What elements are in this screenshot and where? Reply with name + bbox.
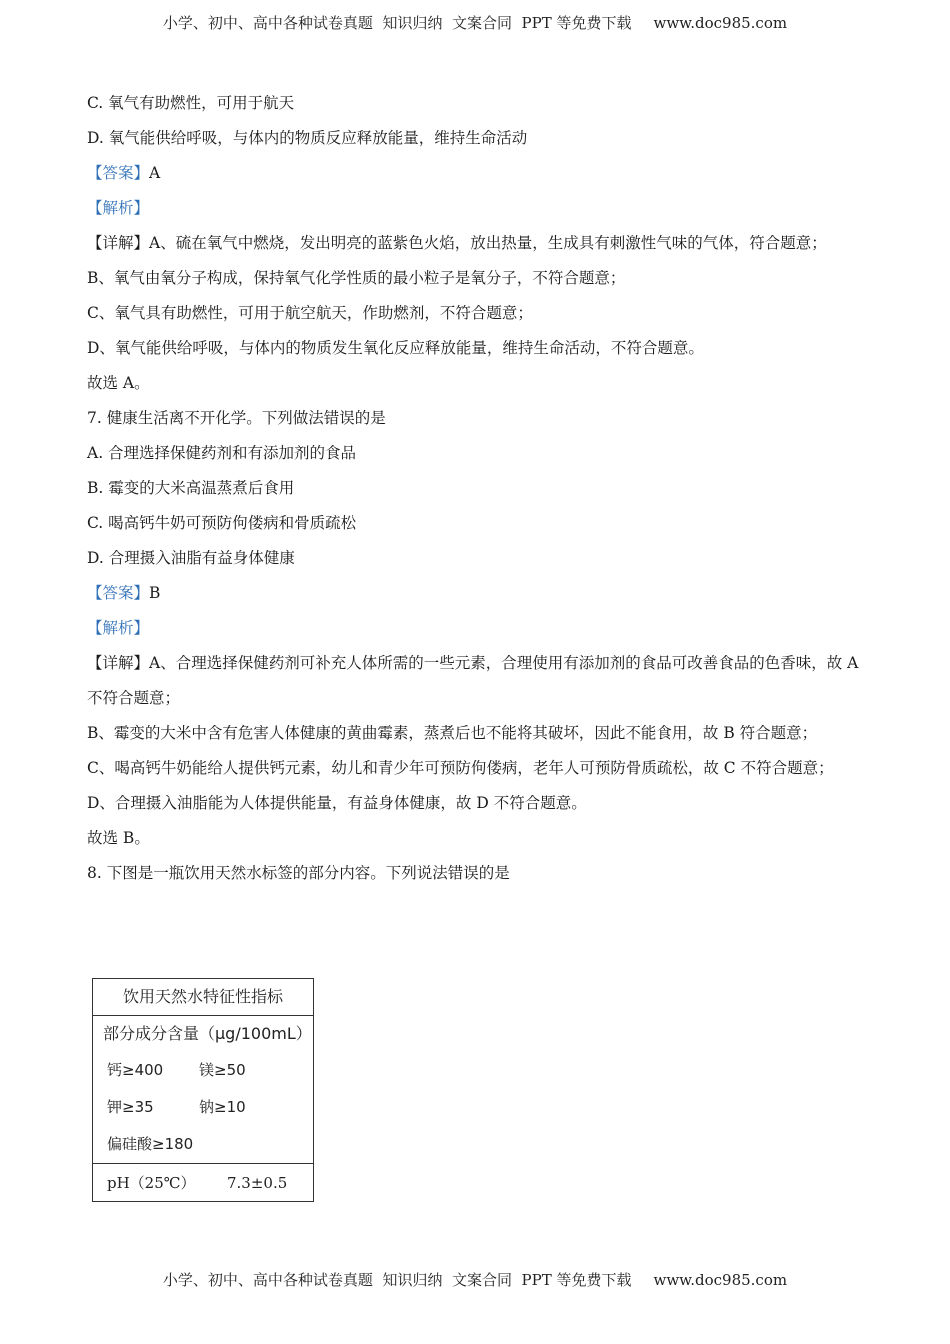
- footer-text: 小学、初中、高中各种试卷真题 知识归纳 文案合同 PPT 等免费下载: [162, 1271, 632, 1289]
- q6-analysis: [87, 191, 867, 226]
- label-ph-row: [93, 1163, 313, 1201]
- detail-tag: 【详解】: [87, 654, 150, 672]
- q7-conclusion: 故选 B。: [87, 829, 150, 847]
- ph-label: pH（25℃）: [107, 1174, 196, 1192]
- q7-detail-a: [87, 646, 867, 716]
- answer-tag: 【答案】: [87, 584, 150, 602]
- page-header: [0, 12, 950, 33]
- q7-analysis: [87, 611, 867, 646]
- magnesium-value: 镁≥50: [199, 1061, 246, 1079]
- q6-detail-c: C、氧气具有助燃性，可用于航空航天，作助燃剂，不符合题意；: [87, 304, 533, 322]
- q7-option-b: B. 霉变的大米高温蒸煮后食用: [87, 479, 295, 497]
- detail-text: A、硫在氧气中燃烧，发出明亮的蓝紫色火焰，放出热量，生成具有刺激性气味的气体，符合题意；: [149, 234, 827, 252]
- analysis-tag: 【解析】: [87, 199, 150, 217]
- calcium-value: 钙≥400: [107, 1061, 164, 1079]
- ph-value: 7.3±0.5: [227, 1174, 288, 1192]
- header-site-link[interactable]: www.doc985.com: [653, 14, 788, 32]
- q7-stem: 7. 健康生活离不开化学。下列做法错误的是: [87, 409, 386, 427]
- label-subtitle: 部分成分含量（μg/100mL）: [103, 1024, 312, 1043]
- sodium-value: 钠≥10: [199, 1098, 246, 1116]
- document-body: [87, 86, 867, 891]
- answer-value: A: [149, 164, 161, 182]
- footer-site-link[interactable]: www.doc985.com: [653, 1271, 788, 1289]
- detail-text: A、合理选择保健药剂可补充人体所需的一些元素，合理使用有添加剂的食品可改善食品的色香味，故 A 不符合题意；: [87, 654, 859, 707]
- header-text: 小学、初中、高中各种试卷真题 知识归纳 文案合同 PPT 等免费下载: [162, 14, 632, 32]
- answer-tag: 【答案】: [87, 164, 150, 182]
- q6-option-d: D. 氧气能供给呼吸，与体内的物质反应释放能量，维持生命活动: [87, 129, 528, 147]
- q7-detail-c: C、喝高钙牛奶能给人提供钙元素，幼儿和青少年可预防佝偻病，老年人可预防骨质疏松，故 C 不符合题意；: [87, 759, 834, 777]
- q6-detail-b: B、氧气由氧分子构成，保持氧气化学性质的最小粒子是氧分子，不符合题意；: [87, 269, 626, 287]
- analysis-tag: 【解析】: [87, 619, 150, 637]
- potassium-value: 钾≥35: [107, 1098, 154, 1116]
- label-row: [93, 1052, 313, 1089]
- label-row: [93, 1126, 313, 1163]
- q7-detail-d: D、合理摄入油脂能为人体提供能量，有益身体健康，故 D 不符合题意。: [87, 794, 587, 812]
- q6-option-c: C. 氧气有助燃性，可用于航天: [87, 94, 295, 112]
- metasilicic-value: 偏硅酸≥180: [107, 1135, 194, 1153]
- label-title: 饮用天然水特征性指标: [93, 979, 313, 1016]
- q6-detail-d: D、氧气能供给呼吸，与体内的物质发生氧化反应释放能量，维持生命活动，不符合题意。: [87, 339, 704, 357]
- q7-option-a: A. 合理选择保健药剂和有添加剂的食品: [87, 444, 357, 462]
- answer-value: B: [149, 584, 161, 602]
- q7-detail-b: B、霉变的大米中含有危害人体健康的黄曲霉素，蒸煮后也不能将其破坏，因此不能食用，故 B 符合题意；: [87, 724, 818, 742]
- q6-conclusion: 故选 A。: [87, 374, 150, 392]
- water-label-figure: [92, 978, 314, 1202]
- q7-option-c: C. 喝高钙牛奶可预防佝偻病和骨质疏松: [87, 514, 357, 532]
- q7-answer: [87, 576, 867, 611]
- q8-stem: 8. 下图是一瓶饮用天然水标签的部分内容。下列说法错误的是: [87, 864, 510, 882]
- page-footer: [0, 1269, 950, 1290]
- q6-detail-a: [87, 226, 867, 261]
- q6-answer: [87, 156, 867, 191]
- q7-option-d: D. 合理摄入油脂有益身体健康: [87, 549, 295, 567]
- label-row: [93, 1089, 313, 1126]
- detail-tag: 【详解】: [87, 234, 150, 252]
